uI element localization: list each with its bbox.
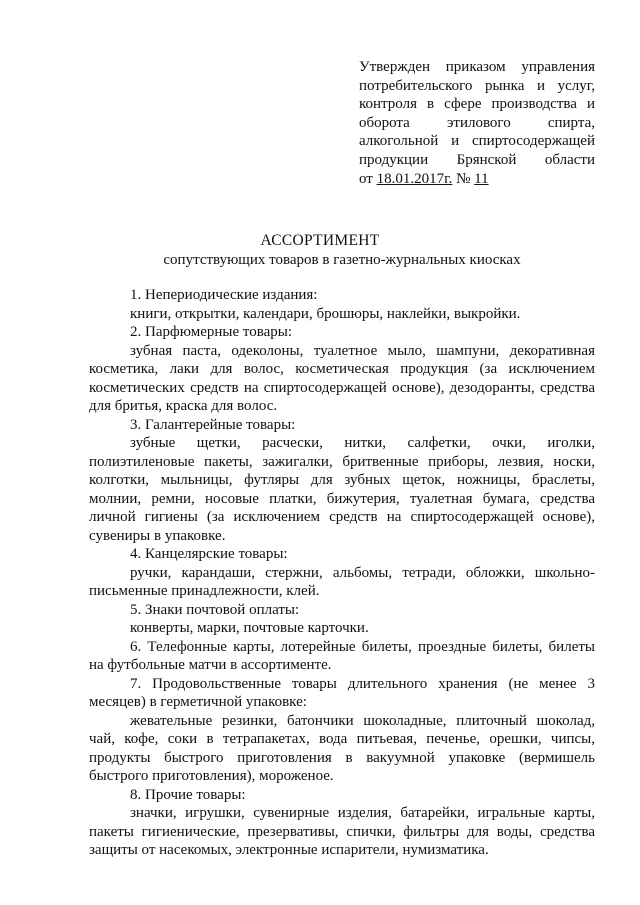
approval-date: 18.01.2017г. bbox=[376, 170, 453, 187]
approval-line: Утвержден приказом управления bbox=[359, 59, 595, 75]
section-text: книги, открытки, календари, брошюры, наклейки, выкройки. bbox=[130, 305, 521, 322]
document-body bbox=[89, 286, 595, 860]
section-text: значки, игрушки, сувенирные изделия, батарейки, игральные карты, пакеты гигиенические, презервативы, спички, фильтры для воды, средства защиты от насекомых, электронные испарители, нумизматика. bbox=[89, 805, 595, 858]
section-text: ручки, карандаши, стержни, альбомы, тетради, обложки, школьно-письменные принадлежности, клей. bbox=[89, 564, 595, 599]
section-heading: 4. Канцелярские товары: bbox=[130, 546, 288, 562]
approval-line: потребительского рынка и услуг, bbox=[359, 77, 595, 94]
section-text: зубные щетки, расчески, нитки, салфетки, очки, иголки, полиэтиленовые пакеты, зажигалки, бритвенные приборы, лезвия, носки, колготки, мыльницы, футляры для зубных щеток, ножницы, браслеты, молнии, ремни, носовые платки, бижутерия, туалетная бумага, средства личной гигиены (за исключением средств на спиртосодержащей основе), сувениры в упаковке. bbox=[89, 435, 595, 544]
section-heading: 8. Прочие товары: bbox=[130, 786, 246, 803]
section-heading: 1. Непериодические издания: bbox=[130, 287, 318, 303]
approval-line: алкогольной и спиртосодержащей bbox=[359, 133, 595, 150]
section-heading: 2. Парфюмерные товары: bbox=[130, 324, 293, 340]
approval-line: оборота этилового спирта, bbox=[359, 114, 595, 131]
approval-number: 11 bbox=[474, 170, 489, 187]
number-prefix: № bbox=[452, 170, 475, 187]
date-prefix: от bbox=[359, 170, 377, 187]
section-text: жевательные резинки, батончики шоколадные, плиточный шоколад, чай, кофе, соки в тетрапакетах, вода питьевая, печенье, орешки, чипсы, продукты быстрого приготовления в вакуумной упаковке (вермишель быстрого приготовления), мороженое. bbox=[89, 712, 595, 784]
section-heading: 5. Знаки почтовой оплаты: bbox=[130, 601, 300, 618]
document-title: АССОРТИМЕНТ bbox=[260, 232, 380, 249]
section-heading: 3. Галантерейные товары: bbox=[130, 416, 296, 433]
section-heading: 6. Телефонные карты, лотерейные билеты, проездные билеты, билеты на футбольные матчи в ассортименте. bbox=[89, 638, 595, 673]
approval-block bbox=[359, 58, 595, 188]
section-heading: 7. Продовольственные товары длительного хранения (не менее 3 месяцев) в герметичной упаковке: bbox=[89, 675, 595, 710]
section-text: конверты, марки, почтовые карточки. bbox=[130, 620, 369, 636]
section-text: зубная паста, одеколоны, туалетное мыло, шампуни, декоративная косметика, лаки для волос, косметическая продукция (за исключением косметических средств на спиртосодержащей основе), дезодоранты, средства для бритья, краска для волос. bbox=[89, 342, 595, 414]
approval-line: контроля в сфере производства и bbox=[359, 96, 595, 113]
approval-date-line bbox=[359, 170, 595, 189]
document-subtitle: сопутствующих товаров в газетно-журнальных киосках bbox=[163, 252, 521, 268]
approval-line: продукции Брянской области bbox=[359, 151, 595, 168]
